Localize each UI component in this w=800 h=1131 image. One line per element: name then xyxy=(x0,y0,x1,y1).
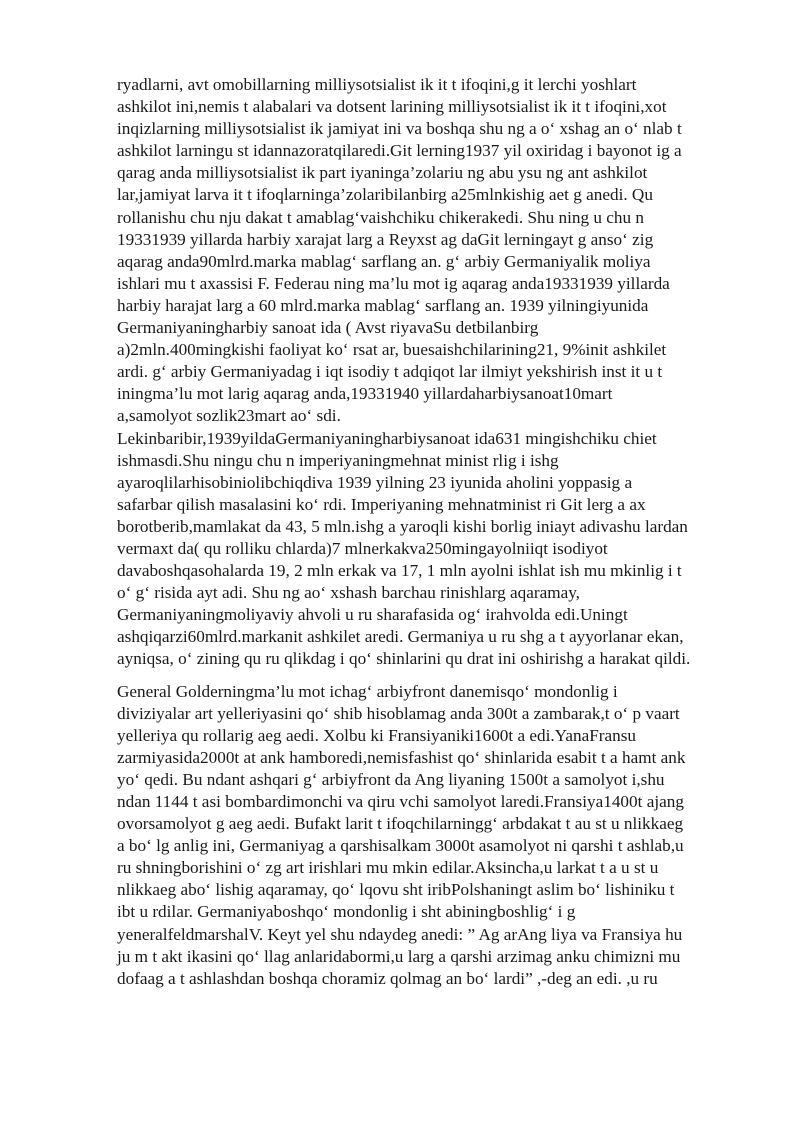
paragraph-1: ryadlarni, avt omobillarning milliysotsialist ik it t ifoqini,g it lerchi yoshlart ashkilot ini,nemis t alabalari va dotsent larining milliysotsialist ik it t ifoqini,xot inqizlarning milliysotsialist ik jamiyat ini va boshqa shu ng a o‘ xshag an o‘ nlab t ashkilot larningu st idannazoratqilaredi.Git lerning1937 yil oxiridag i bayonot ig a qarag anda milliysotsialist ik part iyaninga’zolariu ng abu ysu ng ant ashkilot lar,jamiyat larva it t ifoqlarninga’zolaribilanbirg a25mlnkishig aet g anedi. Qu rollanishu chu nju dakat t amablag‘vaishchiku chikerakedi. Shu ning u chu n 19331939 yillarda harbiy xarajat larg a Reyxst ag daGit lerningayt g anso‘ zig aqarag anda90mlrd.marka mablag‘ sarflang an. g‘ arbiy Germaniyalik moliya ishlari mu t axassisi F. Federau ning ma’lu mot ig aqarag anda19331939 yillarda harbiy harajat larg a 60 mlrd.marka mablag‘ sarflang an. 1939 yilningiyunida Germaniyaningharbiy sanoat ida ( Avst riyavaSu detbilanbirg a)2mln.400mingkishi faoliyat ko‘ rsat ar, buesaishchilarining21, 9%init ashkilet ardi. g‘ arbiy Germaniyadag i iqt isodiy t adqiqot lar ilmiyt yekshirish inst it u t iningma’lu mot larig aqarag anda,19331940 yillardaharbiysanoat10mart a,samolyot sozlik23mart ao‘ sdi. Lekinbaribir,1939yildaGermaniyaningharbiysanoat ida631 mingishchiku chiet ishmasdi.Shu ningu chu n imperiyaningmehnat minist rlig i ishg ayaroqlilarhisobiniolibchiqdiva 1939 yilning 23 iyunida aholini yoppasig a safarbar qilish masalasini ko‘ rdi. Imperiyaning mehnatminist ri Git lerg a ax borotberib,mamlakat da 43, 5 mln.ishg a yaroqli kishi borlig iniayt adivashu lardan vermaxt da( qu rolliku chlarda)7 mlnerkakva250mingayolniiqt isodiyot davaboshqasohalarda 19, 2 mln erkak va 17, 1 mln ayolni ishlat ish mu mkinlig i t o‘ g‘ risida ayt adi. Shu ng ao‘ xshash barchau rinishlarg aqaramay, Germaniyaningmoliyaviy ahvoli u ru sharafasida og‘ irahvolda edi.Uningt ashqiqarzi60mlrd.markanit ashkilet aredi. Germaniya u ru shg a t ayyorlanar ekan, ayniqsa, o‘ zining qu ru qlikdag i qo‘ shinlarini qu drat ini oshirishg a harakat qildi. xyxy=(117,75,691,669)
document-page xyxy=(117,74,745,1000)
paragraph-2: General Golderningma’lu mot ichag‘ arbiyfront danemisqo‘ mondonlig i diviziyalar art yelleriyasini qo‘ shib hisoblamag anda 300t a zambarak,t o‘ p vaart yelleriya qu rollarig aeg aedi. Xolbu ki Fransiyaniki1600t a edi.YanaFransu zarmiyasida2000t at ank hamboredi,nemisfashist qo‘ shinlarida esabit t a hamt ank yo‘ qedi. Bu ndant ashqari g‘ arbiyfront da Ang liyaning 1500t a samolyot i,shu ndan 1144 t asi bombardimonchi va qiru vchi samolyot laredi.Fransiya1400t ajang ovorsamolyot g aeg aedi. Bufakt larit t ifoqchilarningg‘ arbdakat t au st u nlikkaeg a bo‘ lg anlig ini, Germaniyag a qarshisalkam 3000t asamolyot ni qarshi t ashlab,u ru shningborishini o‘ zg art irishlari mu mkin edilar.Aksincha,u larkat t a u st u nlikkaeg abo‘ lishig aqaramay, qo‘ lqovu sht iribPolshaningt aslim bo‘ lishiniku t ibt u rdilar. Germaniyaboshqo‘ mondonlig i sht abiningboshlig‘ i g yeneralfeldmarshalV. Keyt yel shu ndaydeg anedi: ” Ag arAng liya va Fransiya hu ju m t akt ikasini qo‘ llag anlaridabormi,u larg a qarshi arzimag anku chimizni mu dofaag a t ashlashdan boshqa choramiz qolmag an bo‘ lardi” ,-deg an edi. ,u ru xyxy=(117,681,686,988)
